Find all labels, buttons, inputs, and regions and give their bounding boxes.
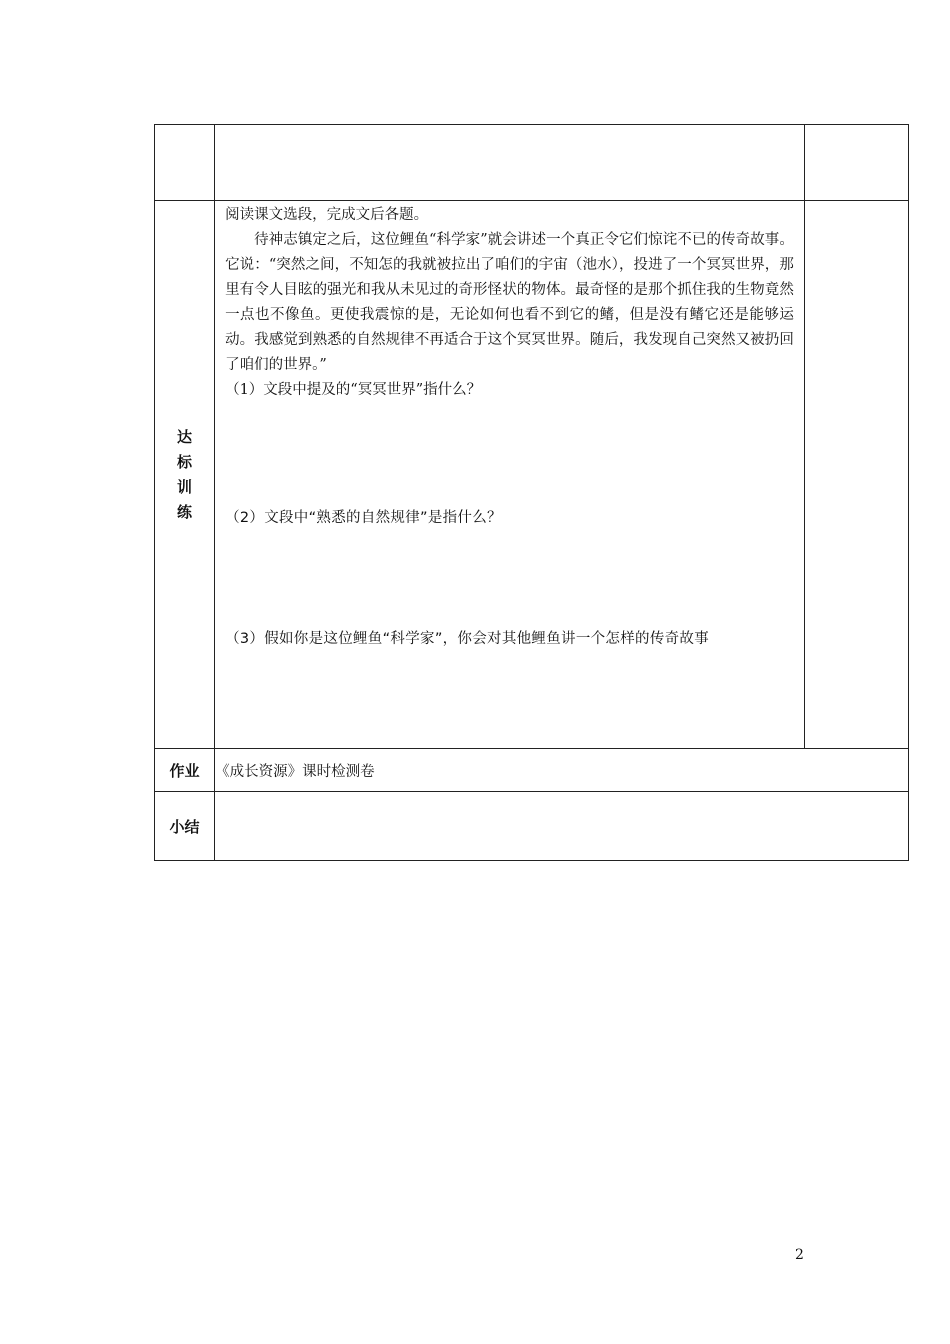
blank-top-right-cell bbox=[804, 125, 908, 201]
summary-label: 小结 bbox=[169, 817, 200, 836]
answer-space-2 bbox=[225, 531, 794, 627]
lesson-plan-table bbox=[154, 124, 909, 861]
training-label: 达标训练 bbox=[177, 427, 193, 521]
question-1: （1）文段中提及的“冥冥世界”指什么？ bbox=[225, 382, 482, 398]
blank-top-label-cell bbox=[155, 125, 215, 201]
blank-top-content-cell bbox=[215, 125, 805, 201]
homework-label-cell bbox=[155, 749, 215, 792]
summary-label-cell bbox=[155, 792, 215, 861]
training-label-cell bbox=[155, 201, 215, 749]
blank-top-row bbox=[155, 125, 909, 201]
homework-row bbox=[155, 749, 909, 792]
homework-label: 作业 bbox=[169, 761, 200, 780]
question-3: （3）假如你是这位鲤鱼“科学家”，你会对其他鲤鱼讲一个怎样的传奇故事 bbox=[225, 631, 710, 647]
summary-row bbox=[155, 792, 909, 861]
reading-passage: 待神志镇定之后，这位鲤鱼“科学家”就会讲述一个真正令它们惊诧不已的传奇故事。它说：“突然之间，不知怎的我就被拉出了咱们的宇宙（池水），投进了一个冥冥世界，那里有令人目眩的强光和我从未见过的奇形怪状的物体。最奇怪的是那个抓住我的生物竟然一点也不像鱼。更使我震惊的是，无论如何也看不到它的鳍，但是没有鳍它还是能够运动。我感觉到熟悉的自然规律不再适合于这个冥冥世界。随后，我发现自己突然又被扔回了咱们的世界。” bbox=[225, 232, 794, 373]
training-content-cell bbox=[215, 201, 805, 749]
homework-content-cell bbox=[215, 749, 909, 792]
training-right-cell bbox=[804, 201, 908, 749]
summary-content-cell bbox=[215, 792, 909, 861]
page-number: 2 bbox=[795, 1247, 804, 1263]
reading-instruction: 阅读课文选段，完成文后各题。 bbox=[225, 207, 429, 223]
homework-text: 《成长资源》课时检测卷 bbox=[215, 763, 375, 780]
answer-space-1 bbox=[225, 403, 794, 506]
question-2: （2）文段中“熟悉的自然规律”是指什么？ bbox=[225, 510, 502, 526]
training-row bbox=[155, 201, 909, 749]
